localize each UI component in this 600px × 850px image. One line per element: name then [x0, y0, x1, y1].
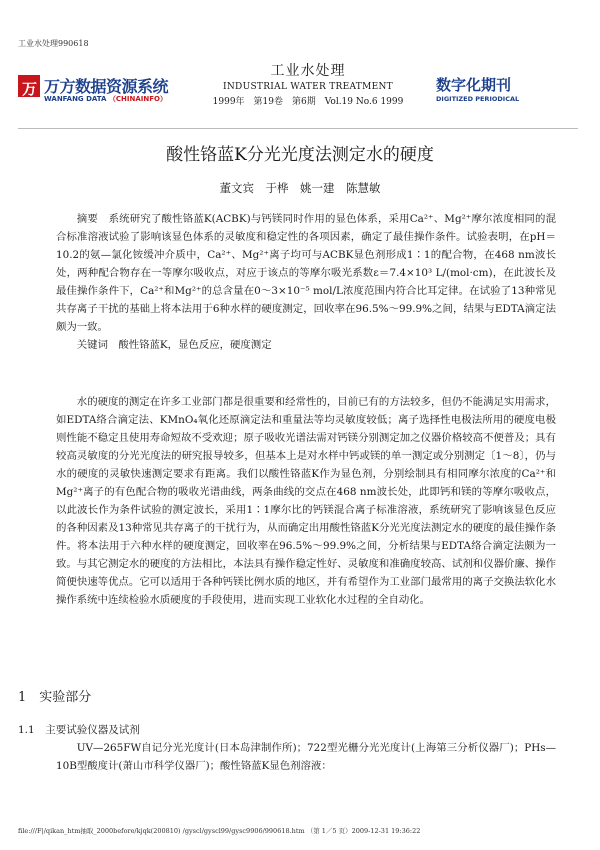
keywords-label: 关键词	[76, 339, 108, 351]
introduction-paragraph: 水的硬度的测定在许多工业部门都是很重要和经常性的，目前已有的方法较多，但仍不能满足实用需求，如EDTA络合滴定法、KMnO₄氧化还原滴定法和重量法等均灵敏度较低；离子选择性电极法所用的硬度电极则性能不稳定且使用寿命短故不受欢迎；原子吸收光谱法需对钙镁分别测定加之仪器价格较高不便普及；具有较高灵敏度的分光光度法的研究报导较多，但基本上是对水样中钙或镁的单一测定或分别测定〔1～8〕，仍与水的硬度的灵敏快速测定要求有距离。我们以酸性铬蓝K作为显色剂，分别绘制具有相同摩尔浓度的Ca²⁺和Mg²⁺离子的有色配合物的吸收光谱曲线，两条曲线的交点在468 nm波长处，此即钙和镁的等摩尔吸收点，以此波长作为条件试验的测定波长，采用1∶1摩尔比的钙镁混合离子标准溶液，系统研究了影响该显色反应的各种因素及13种常见共存离子的干扰行为，从而确定出用酸性铬蓝K分光光度法测定水的硬度的最佳操作条件。将本法用于六种水样的硬度测定，回收率在96.5%～99.9%之间，分析结果与EDTA络合滴定法颇为一致。与其它测定水的硬度的方法相比，本法具有操作稳定性好、灵敏度和准确度较高、试剂和仪器价廉、操作简便快速等优点。它可以适用于各种钙镁比例水质的地区，并有希望作为工业部门最常用的离子交换法软化水操作系统中连续检验水质硬度的手段使用，进而实现工业软化水过程的全自动化。	[56, 396, 556, 606]
digitized-periodical-logo	[436, 74, 554, 110]
journal-volume: 1999年 第19卷 第6期 Vol.19 No.6 1999	[212, 97, 404, 107]
wanfang-logo-text: 万方数据资源系统	[44, 77, 169, 96]
introduction-block	[56, 393, 556, 609]
wanfang-mark-icon: 万	[18, 75, 40, 97]
abstract-paragraph	[56, 210, 556, 336]
digitized-periodical-subtext: DIGITIZED PERIODICAL	[436, 95, 520, 103]
document-id-label: 工业水处理990618	[18, 39, 89, 48]
file-path-footer: file:///F|/qikan_htm抽取_2000before/kjqk(200810) /gyscl/gyscl99/gysc9906/990618.htm （第 1／5 页）2009-12-31 19:36:22	[18, 827, 421, 835]
abstract-text: 系统研究了酸性铬蓝K(ACBK)与钙镁同时作用的显色体系，采用Ca²⁺、Mg²⁺摩尔浓度相同的混合标准溶液试验了影响该显色体系的灵敏度和稳定性的各项因素，确定了最佳操作条件。试验表明，在pH＝10.2的氨—氯化铵缓冲介质中，Ca²⁺、Mg²⁺离子均可与ACBK显色剂形成1∶1的配合物，在468 nm波长处，两种配合物存在一等摩尔吸收点，对应于该点的等摩尔吸光系数ε＝7.4×10³ L/(mol·cm)，在此波长及最佳操作条件下，Ca²⁺和Mg²⁺的总含量在0～3×10⁻⁵ mol/L浓度范围内符合比耳定律。在试验了13种常见共存离子干扰的基础上将本法用于6种水样的硬度测定，回收率在96.5%～99.9%之间，结果与EDTA滴定法颇为一致。	[56, 213, 556, 333]
journal-english-title: INDUSTRIAL WATER TREATMENT	[223, 82, 393, 92]
keywords-text: 酸性铬蓝K，显色反应，硬度测定	[118, 339, 272, 351]
wanfang-logo-subtext: WANFANG DATA （CHINAINFO）	[44, 95, 167, 103]
article-authors: 董文宾 于桦 姚一建 陈慧敏	[219, 181, 381, 195]
subsection-heading-instruments: 1.1 主要试验仪器及试剂	[18, 724, 140, 736]
keywords-line	[56, 336, 556, 354]
equipment-paragraph: UV—265FW自记分光光度计(日本岛津制作所)；722型光栅分光光度计(上海第三分析仪器厂)；PHs—10B型酸度计(萧山市科学仪器厂)；酸性铬蓝K显色剂溶液：	[56, 742, 556, 772]
section-heading-experimental: 1 实验部分	[18, 690, 92, 705]
header-divider	[18, 128, 578, 129]
journal-title: 工业水处理	[270, 63, 346, 79]
wanfang-logo	[18, 74, 188, 108]
abstract-block	[56, 210, 556, 354]
journal-header	[198, 60, 418, 107]
digitized-periodical-text: 数字化期刊	[436, 76, 512, 94]
article-title: 酸性铬蓝K分光光度法测定水的硬度	[166, 145, 434, 165]
abstract-label: 摘要	[76, 213, 98, 225]
